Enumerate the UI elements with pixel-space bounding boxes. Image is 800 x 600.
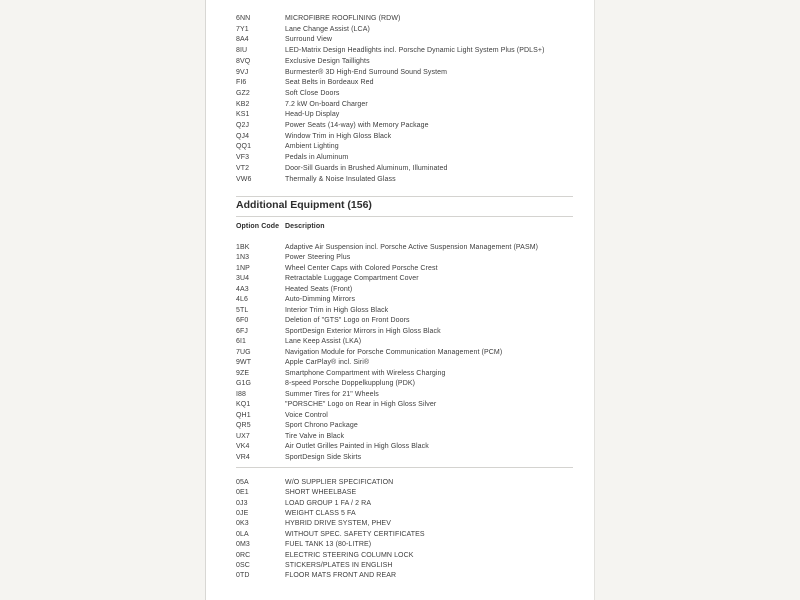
option-code: QQ1 xyxy=(236,143,252,151)
option-description: Air Outlet Grilles Painted in High Gloss Black xyxy=(285,443,429,451)
table-row xyxy=(236,478,573,488)
equipment-list-main xyxy=(236,243,573,464)
table-row xyxy=(236,89,573,100)
table-row xyxy=(236,327,573,338)
table-row xyxy=(236,264,573,275)
table-row xyxy=(236,68,573,79)
option-description: Summer Tires for 21" Wheels xyxy=(285,390,379,398)
option-code: 9WT xyxy=(236,359,252,367)
option-description: Interior Trim in High Gloss Black xyxy=(285,306,389,314)
option-description: Auto-Dimming Mirrors xyxy=(285,296,356,304)
table-row xyxy=(236,46,573,57)
option-description: Exclusive Design Taillights xyxy=(285,57,370,65)
option-description: Burmester® 3D High-End Surround Sound System xyxy=(285,68,448,76)
option-code: 8A4 xyxy=(236,36,249,44)
option-code: 0J3 xyxy=(236,499,248,507)
option-code: KQ1 xyxy=(236,401,251,409)
table-row xyxy=(236,571,573,581)
option-code: VK4 xyxy=(236,443,250,451)
table-row xyxy=(236,132,573,143)
table-row xyxy=(236,14,573,25)
table-header-row xyxy=(236,222,573,232)
option-code: 05A xyxy=(236,478,249,486)
option-code: I88 xyxy=(236,390,247,398)
option-description: HYBRID DRIVE SYSTEM, PHEV xyxy=(285,520,391,528)
option-description: 8-speed Porsche Doppelkupplung (PDK) xyxy=(285,380,416,388)
option-description: Head-Up Display xyxy=(285,111,340,119)
table-row xyxy=(236,432,573,443)
option-code: 7Y1 xyxy=(236,25,249,33)
option-description: Apple CarPlay® incl. Siri® xyxy=(285,359,370,367)
option-code: QR5 xyxy=(236,422,251,430)
option-code: 5TL xyxy=(236,306,249,314)
table-row xyxy=(236,379,573,390)
option-description: Retractable Luggage Compartment Cover xyxy=(285,275,419,283)
table-row xyxy=(236,488,573,498)
vehicle-equipment-document xyxy=(205,0,595,600)
table-row xyxy=(236,348,573,359)
table-row xyxy=(236,153,573,164)
document-content xyxy=(236,0,573,582)
option-description: SHORT WHEELBASE xyxy=(285,489,357,497)
option-code: QH1 xyxy=(236,411,251,419)
option-code: 0K3 xyxy=(236,520,249,528)
equipment-list-top xyxy=(236,14,573,185)
option-description: Thermally & Noise Insulated Glass xyxy=(285,175,396,183)
section-divider xyxy=(236,196,573,197)
table-row xyxy=(236,561,573,571)
option-code: 1BK xyxy=(236,243,250,251)
option-code: 4L6 xyxy=(236,296,248,304)
option-description: Tire Valve in Black xyxy=(285,432,345,440)
table-row xyxy=(236,530,573,540)
option-code: 0LA xyxy=(236,530,249,538)
option-description: Smartphone Compartment with Wireless Charging xyxy=(285,369,446,377)
table-row xyxy=(236,285,573,296)
option-description: Sport Chrono Package xyxy=(285,422,358,430)
option-description: WITHOUT SPEC. SAFETY CERTIFICATES xyxy=(285,530,425,538)
option-code: Q2J xyxy=(236,122,250,130)
option-description: Heated Seats (Front) xyxy=(285,285,353,293)
table-row xyxy=(236,540,573,550)
option-code: 6I1 xyxy=(236,338,247,346)
option-description: LED-Matrix Design Headlights incl. Porsche Dynamic Light System Plus (PDLS+) xyxy=(285,47,545,55)
table-row xyxy=(236,78,573,89)
table-row xyxy=(236,411,573,422)
option-description: Window Trim in High Gloss Black xyxy=(285,132,392,140)
option-code: UX7 xyxy=(236,432,250,440)
option-description: Deletion of "GTS" Logo on Front Doors xyxy=(285,317,410,325)
option-description: FUEL TANK 13 (80-LITRE) xyxy=(285,541,372,549)
table-row xyxy=(236,316,573,327)
table-row xyxy=(236,110,573,121)
equipment-list-factory-codes xyxy=(236,478,573,582)
option-code: 9ZE xyxy=(236,369,250,377)
table-row xyxy=(236,164,573,175)
option-code: 0TD xyxy=(236,572,250,580)
option-description: Seat Belts in Bordeaux Red xyxy=(285,79,374,87)
option-code: VF3 xyxy=(236,154,250,162)
column-header-description: Description xyxy=(285,222,325,230)
table-row xyxy=(236,243,573,254)
option-code: 8IU xyxy=(236,47,248,55)
option-code: 1N3 xyxy=(236,254,250,262)
option-description: LOAD GROUP 1 FA / 2 RA xyxy=(285,499,372,507)
option-description: STICKERS/PLATES IN ENGLISH xyxy=(285,562,393,569)
option-code: GZ2 xyxy=(236,89,250,97)
table-row xyxy=(236,175,573,186)
option-code: 6NN xyxy=(236,15,251,22)
table-row xyxy=(236,509,573,519)
title-divider xyxy=(236,216,573,217)
option-code: 9VJ xyxy=(236,68,249,76)
option-code: VT2 xyxy=(236,164,250,172)
table-row xyxy=(236,121,573,132)
option-code: 0RC xyxy=(236,551,251,559)
option-description: Voice Control xyxy=(285,411,328,419)
table-row xyxy=(236,551,573,561)
option-description: Navigation Module for Porsche Communication Management (PCM) xyxy=(285,348,503,356)
option-description: "PORSCHE" Logo on Rear in High Gloss Silver xyxy=(285,401,437,409)
table-row xyxy=(236,57,573,68)
option-code: G1G xyxy=(236,380,252,388)
option-code: 0SC xyxy=(236,562,250,569)
option-code: 8VQ xyxy=(236,57,251,65)
table-row xyxy=(236,337,573,348)
option-description: Adaptive Air Suspension incl. Porsche Active Suspension Management (PASM) xyxy=(285,243,539,251)
table-row xyxy=(236,358,573,369)
option-description: Power Steering Plus xyxy=(285,254,351,262)
table-row xyxy=(236,295,573,306)
option-code: QJ4 xyxy=(236,132,250,140)
option-code: VR4 xyxy=(236,453,250,461)
option-description: Ambient Lighting xyxy=(285,143,339,151)
option-code: 6FJ xyxy=(236,327,248,335)
group-divider xyxy=(236,467,573,468)
option-code: KB2 xyxy=(236,100,250,108)
table-row xyxy=(236,369,573,380)
option-description: Power Seats (14-way) with Memory Package xyxy=(285,122,429,130)
option-description: MICROFIBRE ROOFLINING (RDW) xyxy=(285,15,401,22)
option-code: KS1 xyxy=(236,111,250,119)
option-description: Pedals in Aluminum xyxy=(285,154,349,162)
option-description: Soft Close Doors xyxy=(285,89,340,97)
option-code: 0M3 xyxy=(236,541,250,549)
table-row xyxy=(236,421,573,432)
table-row xyxy=(236,400,573,411)
option-description: ELECTRIC STEERING COLUMN LOCK xyxy=(285,551,414,559)
option-description: Surround View xyxy=(285,36,333,44)
option-description: Lane Keep Assist (LKA) xyxy=(285,338,362,346)
table-row xyxy=(236,253,573,264)
option-description: SportDesign Exterior Mirrors in High Gloss Black xyxy=(285,327,441,335)
option-description: Lane Change Assist (LCA) xyxy=(285,25,370,33)
table-row xyxy=(236,519,573,529)
table-row xyxy=(236,453,573,464)
table-row xyxy=(236,306,573,317)
option-code: 3U4 xyxy=(236,275,250,283)
option-description: Wheel Center Caps with Colored Porsche Crest xyxy=(285,264,438,272)
option-description: Door-Sill Guards in Brushed Aluminum, Illuminated xyxy=(285,164,448,172)
option-code: 6F0 xyxy=(236,317,249,325)
option-description: WEIGHT CLASS 5 FA xyxy=(285,509,356,517)
table-row xyxy=(236,100,573,111)
table-row xyxy=(236,499,573,509)
option-description: FLOOR MATS FRONT AND REAR xyxy=(285,572,397,580)
table-row xyxy=(236,35,573,46)
table-row xyxy=(236,25,573,36)
option-description: SportDesign Side Skirts xyxy=(285,453,362,461)
option-description: W/O SUPPLIER SPECIFICATION xyxy=(285,478,394,486)
table-row xyxy=(236,142,573,153)
option-description: 7.2 kW On-board Charger xyxy=(285,100,368,108)
table-row xyxy=(236,274,573,285)
option-code: VW6 xyxy=(236,175,252,183)
column-header-option-code: Option Code xyxy=(236,222,280,230)
option-code: 7UG xyxy=(236,348,251,356)
option-code: FI6 xyxy=(236,79,247,87)
section-title: Additional Equipment (156) xyxy=(236,198,372,211)
option-code: 1NP xyxy=(236,264,250,272)
table-row xyxy=(236,390,573,401)
option-code: 0JE xyxy=(236,509,249,517)
table-row xyxy=(236,442,573,453)
option-code: 0E1 xyxy=(236,489,249,497)
option-code: 4A3 xyxy=(236,285,249,293)
